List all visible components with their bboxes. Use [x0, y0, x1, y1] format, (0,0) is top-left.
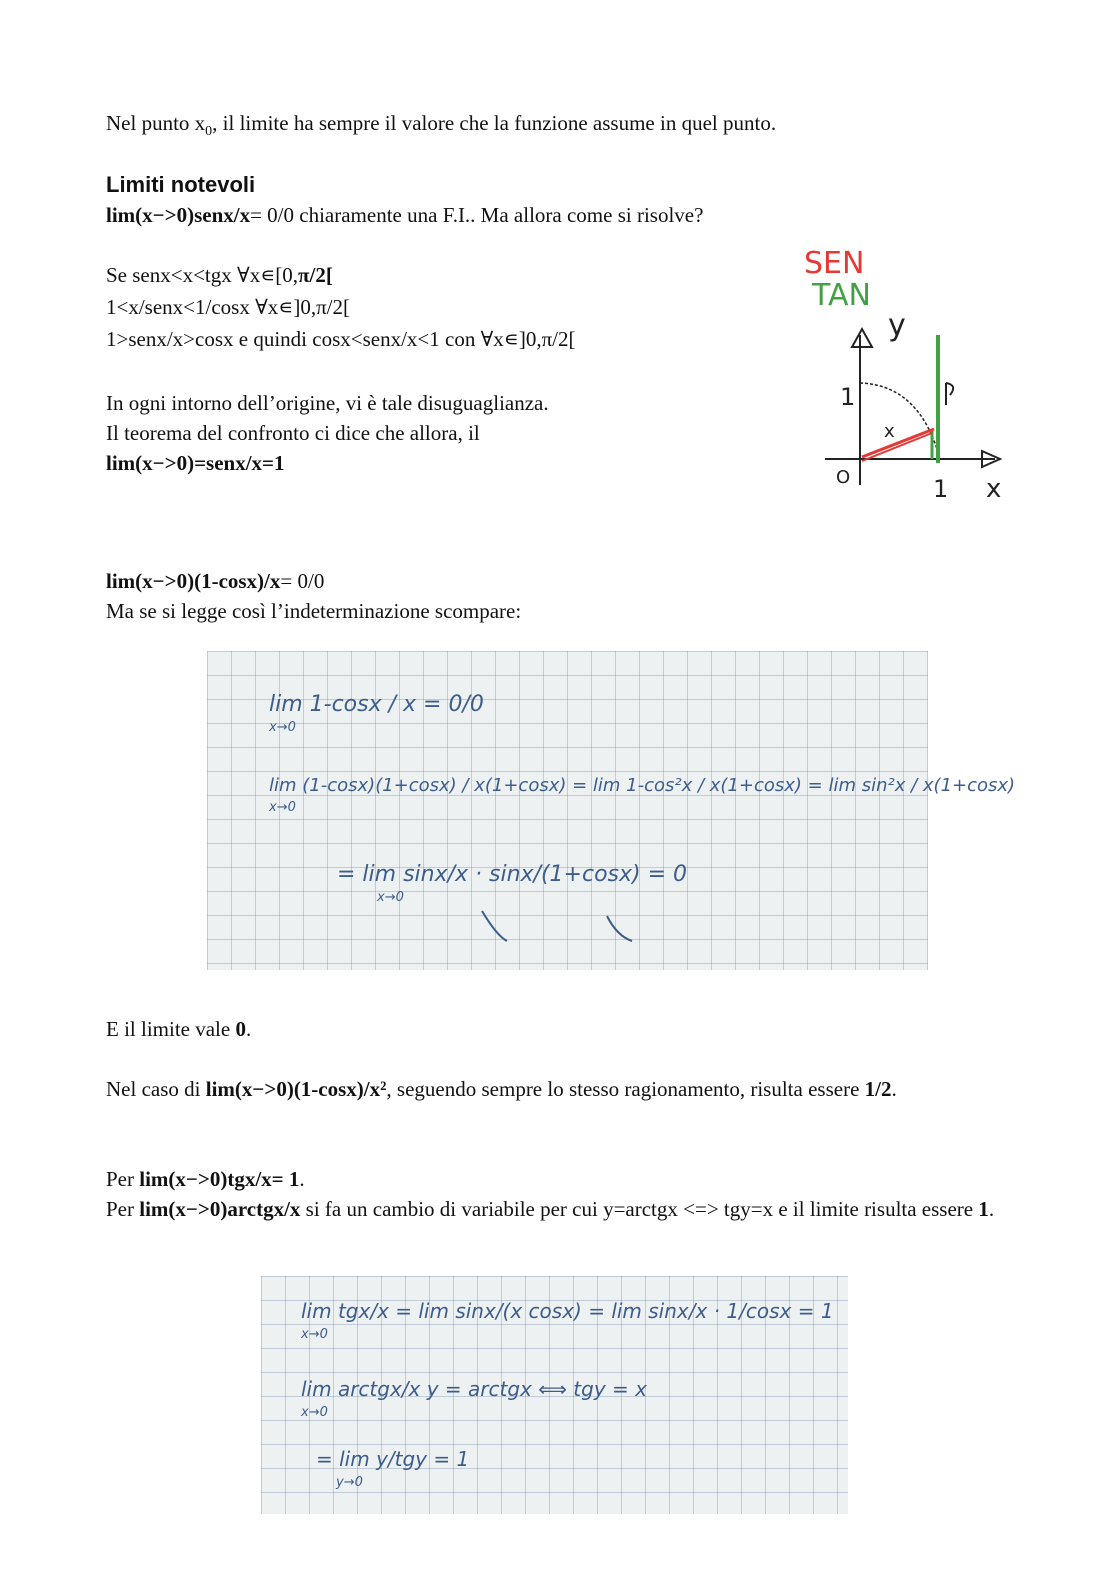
- lim-tgx-line: Per lim(x−>0)tgx/x= 1.: [106, 1167, 305, 1191]
- conclusion-line-3: lim(x−>0)=senx/x=1: [106, 451, 285, 475]
- section-heading: Limiti notevoli: [106, 172, 256, 197]
- sketch-label-one-x: 1: [933, 475, 949, 503]
- intro-paragraph: Nel punto $x_0$, il limite ha sempre il valore che la funzione assume in quel punto.: [106, 111, 777, 140]
- inequality-3: 1>senx/x>cosx e quindi cosx<senx/x<1 con ∀x∊]0,π/2[: [106, 327, 576, 351]
- photo2-row-2: lim arctgx/x y = arctgx ⟺ tgy = x: [301, 1377, 647, 1401]
- sketch-label-angle-x: x: [884, 421, 895, 442]
- sketch-label-sen: SEN: [804, 246, 865, 281]
- photo2-row-3: = lim y/tgy = 1: [316, 1447, 470, 1471]
- photo1-under-3: x→0: [377, 890, 404, 905]
- result-zero-line: E il limite vale 0.: [106, 1017, 252, 1041]
- photo1-arrow-1: [482, 911, 507, 941]
- conclusion-line-2: Il teorema del confronto ci dice che allora, il: [106, 421, 480, 445]
- photo1-row-1: lim 1-cosx / x = 0/0: [269, 692, 484, 717]
- handwritten-photo-2: [261, 1276, 848, 1514]
- sketch-label-origin: O: [836, 467, 851, 488]
- y-axis-arrow: [852, 329, 872, 347]
- inequality-1: Se senx<x<tgx ∀x∊[0,π/2[: [106, 263, 333, 287]
- inequality-2: 1<x/senx<1/cosx ∀x∊]0,π/2[: [106, 295, 351, 319]
- lim-cosx-squared-paragraph: Nel caso di lim(x−>0)(1-cosx)/x², seguendo sempre lo stesso ragionamento, risulta essere 1/2.: [106, 1077, 897, 1101]
- handwritten-photo-1: [207, 651, 1016, 970]
- photo1-row-3: = lim sinx/x · sinx/(1+cosx) = 0: [337, 862, 688, 887]
- photo1-arrow-2: [607, 916, 632, 941]
- photo2-row-1: lim tgx/x = lim sinx/(x cosx) = lim sinx/x · 1/cosx = 1: [301, 1299, 834, 1323]
- conclusion-line-1: In ogni intorno dell’origine, vi è tale disuguaglianza.: [106, 391, 549, 415]
- photo1-under-2: x→0: [269, 800, 296, 815]
- photo2-under-2: x→0: [301, 1405, 328, 1420]
- indeterminacy-line: Ma se si legge così l’indeterminazione scompare:: [106, 599, 522, 623]
- photo2-under-3: y→0: [336, 1475, 363, 1490]
- unit-arc: [860, 383, 940, 459]
- photo1-under-1: x→0: [269, 720, 296, 735]
- photo1-row-2: lim (1-cosx)(1+cosx) / x(1+cosx) = lim 1-cos²x / x(1+cosx) = lim sin²x / x(1+cosx): [269, 775, 1016, 796]
- unit-circle-sketch: [800, 235, 1020, 510]
- radius-line-2: [862, 433, 932, 461]
- photo2-under-1: x→0: [301, 1327, 328, 1342]
- sketch-label-x-axis: x: [986, 474, 1002, 504]
- lim-senx-line: lim(x−>0)senx/x= 0/0 chiaramente una F.I.. Ma allora come si risolve?: [106, 203, 704, 227]
- sketch-label-one-y: 1: [840, 383, 856, 411]
- sketch-label-tan: TAN: [812, 278, 871, 313]
- lim-arctgx-paragraph: Per lim(x−>0)arctgx/x si fa un cambio di variabile per cui y=arctgx <=> tgy=x e il limite risulta essere 1.: [106, 1197, 995, 1221]
- radius-line: [862, 429, 934, 457]
- lim-cosx-line: lim(x−>0)(1-cosx)/x= 0/0: [106, 569, 325, 593]
- sketch-label-y: y: [888, 308, 906, 343]
- sketch-p-mark: [946, 383, 953, 405]
